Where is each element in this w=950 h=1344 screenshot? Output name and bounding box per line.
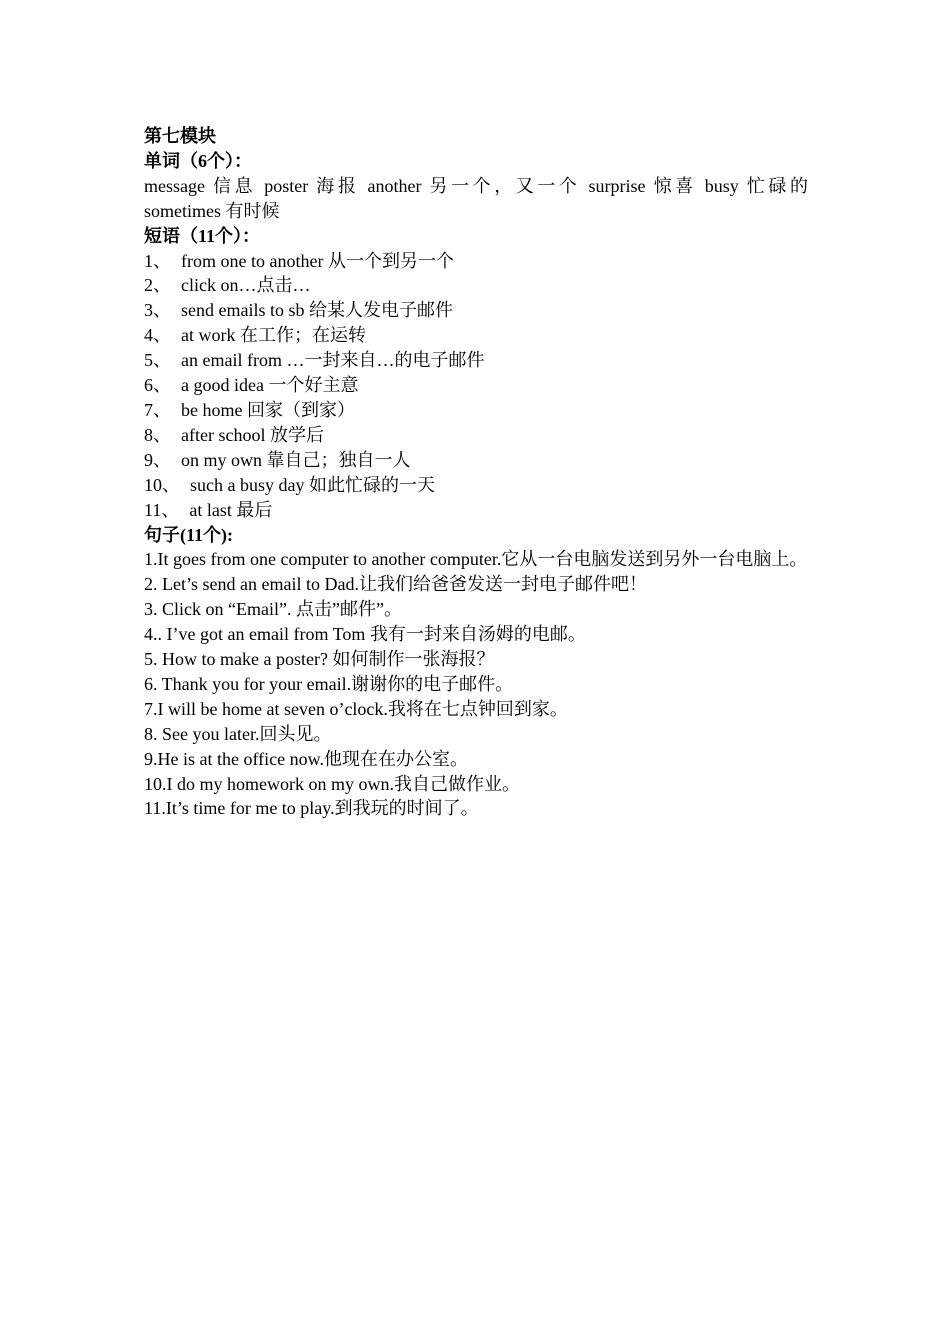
- phrase-item: [144, 423, 808, 448]
- phrase-item: [144, 298, 808, 323]
- phrase-text: such a busy day 如此忙碌的一天: [190, 474, 435, 495]
- phrase-number: 1、: [144, 250, 171, 271]
- phrase-item: [144, 273, 808, 298]
- phrase-text: on my own 靠自己；独自一人: [181, 449, 411, 470]
- phrase-text: click on…点击…: [181, 275, 311, 296]
- phrase-number: 10、: [144, 474, 180, 495]
- phrase-item: [144, 249, 808, 274]
- sentences-heading: 句子(11个):: [144, 524, 233, 545]
- sentence-item: 9.He is at the office now.他现在在办公室。: [144, 748, 468, 769]
- phrase-number: 3、: [144, 300, 171, 321]
- phrase-text: a good idea 一个好主意: [181, 375, 359, 396]
- words-line-1: message 信息 poster 海报 another 另一个，又一个 surprise 惊喜 busy 忙碌的: [144, 175, 808, 196]
- sentence-item: 8. See you later.回头见。: [144, 723, 332, 744]
- phrases-heading: 短语（11个）：: [144, 225, 261, 246]
- sentence-list: [144, 547, 808, 821]
- phrase-number: 5、: [144, 350, 171, 371]
- phrase-number: 11、: [144, 499, 180, 520]
- phrase-item: [144, 373, 808, 398]
- phrase-text: an email from …一封来自…的电子邮件: [181, 350, 485, 371]
- module-title: 第七模块: [144, 126, 216, 146]
- phrase-item: [144, 348, 808, 373]
- sentence-item: 11.It’s time for me to play.到我玩的时间了。: [144, 798, 479, 819]
- phrase-text: be home 回家（到家）: [181, 399, 355, 420]
- phrase-text: from one to another 从一个到另一个: [181, 250, 454, 271]
- phrase-item: [144, 473, 808, 498]
- phrase-number: 9、: [144, 449, 171, 470]
- sentence-item: 3. Click on “Email”. 点击”邮件”。: [144, 599, 402, 620]
- phrase-list: [144, 249, 808, 523]
- document-page: [144, 124, 808, 821]
- phrase-item: [144, 323, 808, 348]
- sentence-item: 4.. I’ve got an email from Tom 我有一封来自汤姆的电邮。: [144, 624, 586, 645]
- sentence-item: 1.It goes from one computer to another computer.它从一台电脑发送到另外一台电脑上。: [144, 549, 808, 570]
- sentence-item: 2. Let’s send an email to Dad.让我们给爸爸发送一封电子邮件吧！: [144, 574, 647, 595]
- phrase-text: at work 在工作；在运转: [181, 325, 366, 346]
- phrase-number: 2、: [144, 275, 171, 296]
- phrase-text: send emails to sb 给某人发电子邮件: [181, 300, 453, 321]
- sentence-item: 10.I do my homework on my own.我自己做作业。: [144, 773, 520, 794]
- phrase-number: 6、: [144, 375, 171, 396]
- phrase-item: [144, 498, 808, 523]
- phrase-number: 8、: [144, 424, 171, 445]
- phrase-item: [144, 398, 808, 423]
- phrase-text: at last 最后: [189, 499, 273, 520]
- phrase-item: [144, 448, 808, 473]
- sentence-item: 6. Thank you for your email.谢谢你的电子邮件。: [144, 673, 514, 694]
- phrase-number: 4、: [144, 325, 171, 346]
- sentence-item: 5. How to make a poster? 如何制作一张海报？: [144, 649, 495, 670]
- phrase-number: 7、: [144, 399, 171, 420]
- phrase-text: after school 放学后: [181, 424, 324, 445]
- sentence-item: 7.I will be home at seven o’clock.我将在七点钟回到家。: [144, 698, 568, 719]
- words-line-2: sometimes 有时候: [144, 200, 280, 221]
- words-heading: 单词（6个）：: [144, 150, 252, 171]
